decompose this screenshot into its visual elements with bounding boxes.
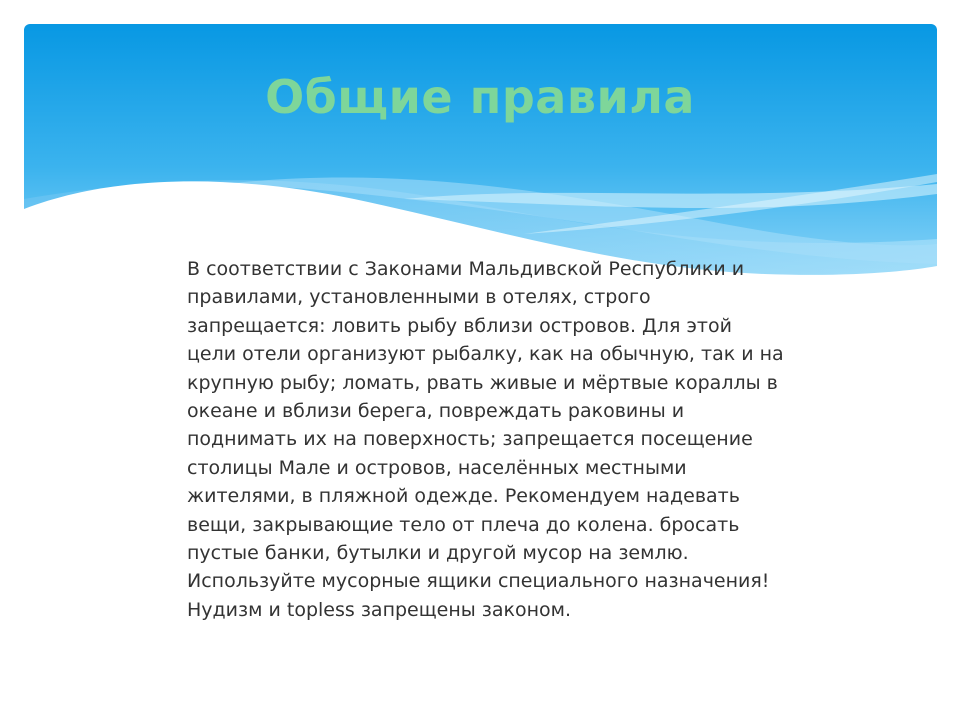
wave-graphic: [24, 24, 937, 284]
slide-body-text: В соответствии с Законами Мальдивской Республики и правилами, установленными в отелях, строго запрещается: ловить рыбу вблизи островов. Для этой цели отели организуют рыбалку, как на обычную, так и на крупную рыбу; ломать, рвать живые и мёртвые кораллы в океане и вблизи берега, повреждать раковины и поднимать их на поверхность; запрещается посещение столицы Мале и островов, населённых местными жителями, в пляжной одежде. Рекомендуем надевать вещи, закрывающие тело от плеча до колена. бросать пустые банки, бутылки и другой мусор на землю. Используйте мусорные ящики специального назначения! Нудизм и topless запрещены законом.: [187, 258, 784, 621]
wave-banner: [24, 24, 937, 284]
slide-title: Общие правила: [265, 70, 695, 124]
